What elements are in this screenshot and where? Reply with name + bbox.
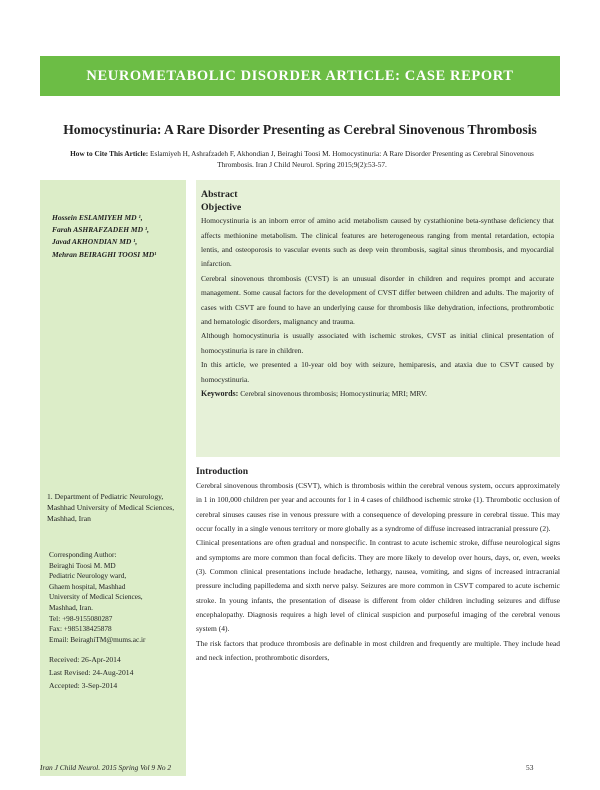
citation-text: Eslamiyeh H, Ashrafzadeh F, Akhondian J, Beiraghi Toosi M. Homocystinuria: A Rare Disorder Presenting as Cerebral Sinovenous Thrombosis. Iran J Child Neurol. Spring 2015;9(2):53-57. <box>148 149 534 169</box>
abstract-paragraph: Cerebral sinovenous thrombosis (CVST) is an unusual disorder in children and requires prompt and accurate management. Some causal factors for the development of CVST differ between children and adults. The majority of cases with CSVT are found to have an underlying cause for thrombosis like dehydration, infections, prothrombotic and hematologic disorders, malignancy and trauma. <box>201 273 554 327</box>
keywords-label: Keywords: <box>201 389 239 399</box>
corresponding-label: Corresponding Author: <box>49 550 117 559</box>
author-name: Javad AKHONDIAN MD ¹, <box>52 237 138 247</box>
corresponding-line: University of Medical Sciences, <box>49 592 143 602</box>
abstract-heading: Abstract <box>201 189 238 200</box>
abstract-paragraph: Homocystinuria is an inborn error of amino acid metabolism caused by cystathionine beta-synthase deficiency that affects methionine metabolism. The clinical features are heterogeneous ranging from mental retardation, ectopia lentis, and osteoporosis to vascular events such as deep vein thrombosis, sagital sinus thrombosis, and myocardial infarction. <box>201 216 554 269</box>
keywords <box>201 387 554 401</box>
abstract-subheading: Objective <box>201 201 242 213</box>
body-paragraph: The risk factors that produce thrombosis are definable in most children and frequently are multiple. They include head and neck infection, prothrombotic disorders, <box>196 638 560 663</box>
corresponding-email[interactable]: Email: BeiraghiTM@mums.ac.ir <box>49 634 146 644</box>
body-paragraph: Cerebral sinovenous thrombosis (CSVT), which is thrombosis within the cerebral venous system, occurs approximately in 1 in 100,000 children per year and accounts for 1 in 4 cases of childhood ischemic stroke (1). Thrombotic occlusion of cerebral sinuses causes rise in venous pressure with a consequence of developing pressure in cerebral tissue. This may occur focally in a single venous territory or more globally as a syndrome of diffuse increased intracranial pressure (2). <box>196 481 560 534</box>
body-paragraph: Clinical presentations are often gradual and nonspecific. In contrast to acute ischemic stroke, diffuse neurological signs and symptoms are more common than focal deficits. They are more likely to develop over hours, days, or, even, weeks (3). Common clinical presentations include headache, lethargy, nausea, vomiting, and signs of increased intracranial pressure including papilledema and sixth nerve palsy. Seizures are more common in CSVT compared to acute ischemic stroke. In young infants, the presentation of disease is different from older children including seizures and diffuse encephalopathy. Diagnosis requires a high level of clinical suspicion and purposeful imaging of the cerebral venous system (4). <box>196 538 560 634</box>
date-accepted: Accepted: 3-Sep-2014 <box>49 681 118 690</box>
author-name: Mehran BEIRAGHI TOOSI MD¹ <box>52 249 157 259</box>
corresponding-phone: Tel: +98-9155080287 <box>49 613 113 623</box>
corresponding-author <box>49 550 184 645</box>
introduction-heading: Introduction <box>196 466 249 477</box>
corresponding-line: Beiraghi Toosi M. MD <box>49 560 116 570</box>
footer-journal: Iran J Child Neurol. 2015 Spring Vol 9 No 2 <box>40 763 172 772</box>
author-list <box>52 212 186 261</box>
article-type-banner: NEUROMETABOLIC DISORDER ARTICLE: CASE REPORT <box>40 56 560 96</box>
keywords-list: Cerebral sinovenous thrombosis; Homocystinuria; MRI; MRV. <box>238 389 428 399</box>
article-title: Homocystinuria: A Rare Disorder Presenting as Cerebral Sinovenous Thrombosis <box>63 122 537 137</box>
affiliation: 1. Department of Pediatric Neurology, Mashhad University of Medical Sciences, Mashhad, Iran <box>47 492 175 524</box>
date-received: Received: 26-Apr-2014 <box>49 655 121 664</box>
date-revised: Last Revised: 24-Aug-2014 <box>49 668 134 677</box>
abstract-paragraph: In this article, we presented a 10-year old boy with seizure, hemiparesis, and ataxia due to CSVT caused by homocystinuria. <box>201 360 554 384</box>
corresponding-line: Pediatric Neurology ward, <box>49 571 127 581</box>
citation <box>52 149 552 170</box>
citation-label: How to Cite This Article: <box>70 149 149 158</box>
corresponding-line: Ghaem hospital, Mashhad <box>49 581 126 591</box>
page-number: 53 <box>526 763 534 772</box>
author-name: Farah ASHRAFZADEH MD ¹, <box>52 225 149 235</box>
abstract-paragraph: Although homocystinuria is usually associated with ischemic strokes, CVST as initial clinical presentation of homocystinuria is rare in children. <box>201 331 554 355</box>
author-name: Hossein ESLAMIYEH MD ¹, <box>52 213 143 222</box>
article-dates <box>49 653 184 692</box>
abstract <box>201 189 554 401</box>
corresponding-fax: Fax: +985138425878 <box>49 624 112 634</box>
introduction-section <box>196 465 560 665</box>
corresponding-line: Mashhad, Iran. <box>49 602 93 612</box>
